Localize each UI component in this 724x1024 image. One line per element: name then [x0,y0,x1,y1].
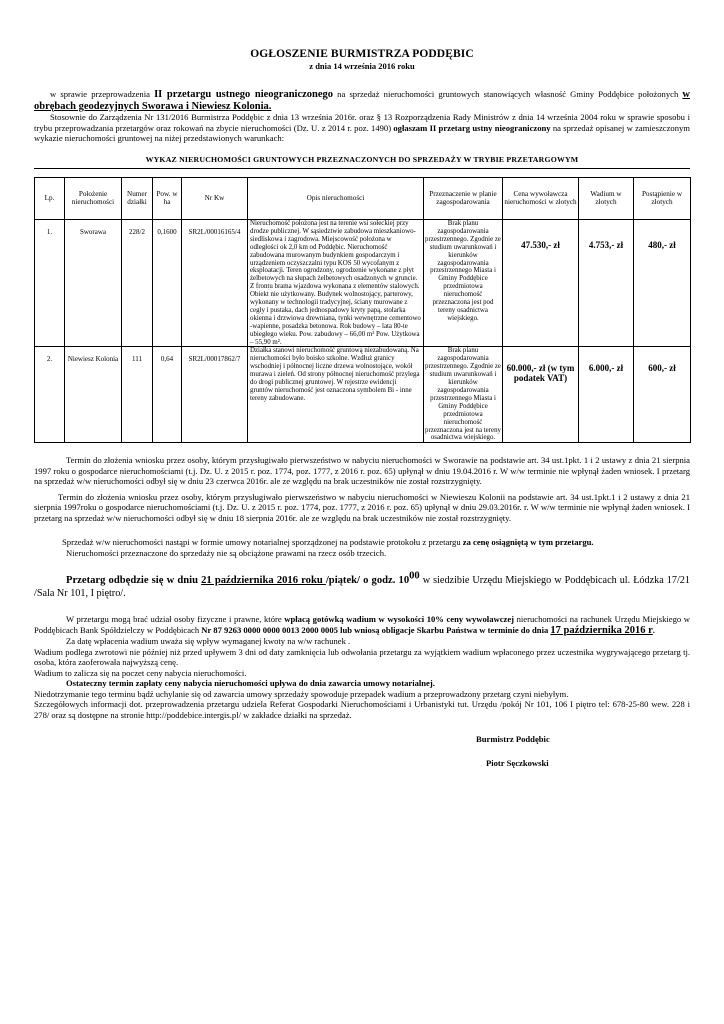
auction-time: /piątek/ o godz. 10 [325,575,410,587]
signature-role: Burmistrz Poddębic [476,734,550,745]
cell-deposit: 6.000,- zł [579,347,634,443]
intro-p1-c: na sprzedaż nieruchomości gruntowych stanowiących własność Gminy Poddębice położonych [333,89,683,99]
term1-text: Termin do złożenia wniosku przez osoby, którym przysługiwało pierwszeństwo w nabyciu nieruchomości w Sworawie na podstawie art. 34 ust.1pkt. 1 i 2 ustawy z dnia 21 sierpnia 1997 roku o gospodarce nieruchomościami (t.j. Dz. U. z 2015 r. poz. 1774, poz. 1777, z 2016 r. poz. 65) upłynął w dniu 19.04.2016 r. W w/w terminie nie wpłynął żaden wniosek. I przetarg na sprzedaż w/w nieruchomości odbył się w dniu 23 czerwca 2016r. ale ze względu na brak uczestników nie został rozstrzygnięty. [34,455,690,487]
deposit-text-c: nieruchomości na rachunek Urzędu Miejskiego w Poddębicach Bank Spółdzielczy w Poddębicach [34,614,690,635]
auction-place: w siedzibie Urzędu Miejskiego w Poddębicach ul. Łódzka 17/21 /Sala Nr 101, I piętro/. [34,575,690,599]
sale-bold: za cenę osiągniętą w tym przetargu. [462,537,594,548]
intro-p2-c: na sprzedaż opisanej w zamieszczonym wykazie nieruchomości gruntowej na niżej przedstawionych warunkach: [34,122,690,144]
column-header: Opis nieruchomości [248,177,424,219]
column-header: Numer działki [122,177,153,219]
column-header: Położenie nieruchomości [65,177,122,219]
auction-bold: Przetarg odbędzie się w dniu [66,575,202,587]
sale-text: Sprzedaż w/w nieruchomości nastąpi w formie umowy notarialnej sporządzonej na podstawie protokołu z przetargu [62,537,463,548]
cell-deposit: 4.753,- zł [579,219,634,347]
deposit-date-note-text: Za datę wpłacenia wadium uważa się wpływ wymaganej kwoty na w/w rachunek . [66,636,351,647]
intro-p2-bold: ogłaszam II przetarg ustny nieograniczony [393,122,551,133]
cell-lp: 2. [35,347,65,443]
term2-text: Termin do złożenia wniosku przez osoby, którym przysługiwało pierwszeństwo w nabyciu nieruchomości w Niewieszu Kolonii na podstawie art. 34 ust.1pkt.1 i 2 ustawy z dnia 21 sierpnia 1997roku o gospodarce nieruchomościami (t.j. Dz. U. z 2015 r. poz. 1774, poz. 1777, z 2016 r. poz. 65) upłynął w dniu 29.03.2016r. r. W w/w terminie nie wpłynął żaden wniosek. I przetarg na sprzedaż w/w nieruchomości odbył się w dniu 18 sierpnia 2016r. ale ze względu na brak uczestników nie został rozstrzygnięty. [34,491,690,523]
intro-paragraph-1 [34,89,690,112]
column-header: Pow. w ha [153,177,182,219]
cell-plan: Brak planu zagospodarowania przestrzennego. Zgodnie ze studium uwarunkowań i kierunków zagospodarowania przestrzennego Miasta i Gminy Poddębice przedmiotowa nieruchomość przeznaczona jest na tereny osadnictwa wiejskiego. [425,347,501,442]
column-header: Postąpienie w złotych [634,177,691,219]
intro-p1-bold: II przetargu ustnego nieograniczonego [154,89,334,100]
deposit-date-note [34,636,690,647]
non-compliance: Niedotrzymanie tego terminu bądź uchylanie się od zawarcia umowy sprzedaży spowoduje przepadek wadium a przeprowadzony przetarg czyni niebyłym. [34,688,569,699]
deposit-date: 17 października 2016 r [550,624,653,636]
cell-description: Nieruchomość położona jest na terenie wsi sołeckiej przy drodze publicznej. W sąsiedztwie zabudowa mieszkaniowo-siedliskowa i zagrodowa. Miejscowość położona w odległości ok 2,0 km od Poddębic. Nieruchomość zabudowana murowanym budynkiem gospodarczym i urządzeniem oczyszczalni typu KOS 50 wycofanym z eksploatacji. Teren ogrodzony, ogrodzenie wykonane z płyt żelbetowych na słupach żelbetowych osadzonych w gruncie. Z frontu brama wjazdowa wykonana z elementów stalowych. Obiekt nie użytkowany. Budynek wolnostojący, parterowy, wykonany w technologii tradycyjnej, ściany murowane z cegły i pustaka, dach jednospadowy kryty papą, stolarka okienna i drzwiowa drewniana, tynki wewnętrzne cementowo -wapienne, posadzka betonowa. Rok budowy – lata 80-te ubiegłego wieku. Pow. zabudowy – 66,00 m² Pow. Użytkowa – 55,90 m². [248,219,424,347]
cell-plan: Brak planu zagospodarowania przestrzennego. Zgodnie ze studium uwarunkowań i kierunków zagospodarowania przestrzennego Miasta i Gminy Poddębice przedmiotowa nieruchomość przeznaczona jest pod tereny osadnictwa wiejskiego. [424,219,503,347]
final-payment-text: Ostateczny termin zapłaty ceny nabycia nieruchomości upływa do dnia zawarcia umowy notarialnej. [66,678,435,689]
cell-parcel: 228/2 [122,219,153,347]
table-row [35,347,691,443]
cell-step: 480,- zł [634,219,691,347]
encumbrance-paragraph [34,548,690,559]
sale-paragraph [34,537,690,548]
intro-section [34,89,690,144]
cell-lp: 1. [35,219,65,347]
document-title: OGŁOSZENIE BURMISTRZA PODDĘBIC [250,48,474,60]
deposit-end: . [652,624,655,635]
encumbrance-text: Nieruchomości przeznaczone do sprzedaży nie są obciążone prawami na rzecz osób trzecich. [66,547,387,558]
cell-price: 60.000,- zł (w tym podatek VAT) [503,347,579,443]
signature-name: Piotr Sęczkowski [486,758,549,769]
cell-price: 47.530,- zł [503,219,579,347]
table-heading: WYKAZ NIERUCHOMOŚCI GRUNTOWYCH PRZEZNACZONYCH DO SPRZEDAŻY W TRYBIE PRZETARGOWYM [145,154,579,164]
table-header-row [35,177,691,219]
intro-p1-a: w sprawie przeprowadzenia [50,89,155,99]
cell-step: 600,- zł [634,347,691,443]
column-header: Wadium w złotych [579,177,634,219]
cell-parcel: 111 [122,347,153,443]
cell-description: Działka stanowi nieruchomość gruntową niezabudowaną. Na nieruchomości było boisko szkolne. Wzdłuż granicy wschodniej i północnej liczne drzewa wolnostojące, wokół murawa i zieleń. Od strony północnej nieruchomość przylega do drogi publicznej gruntowej. W rejestrze ewidencji gruntów nieruchomość jest oznaczona symbolem Bi - inne tereny zabudowane. [248,347,424,443]
table-row [35,219,691,347]
info-paragraph: Szczegółowych informacji dot. przeprowadzenia przetargu udziela Referat Gospodarki Nieruchomościami i Urbanistyki tut. Urzędu /pokój Nr 101, 106 I piętro tel: 678-25-80 wew. 228 i 278/ oraz są dostępne na stronie http://poddebice.intergis.pl/ w zakładce działki na sprzedaż. [34,699,690,720]
cell-kw: SR2L/00016165/4 [182,219,248,347]
document-date: z dnia 14 września 2016 roku [309,61,415,71]
cell-location: Niewiesz Kolonia [65,347,122,443]
term-paragraph-1 [34,455,690,487]
intro-paragraph-2 [34,112,690,144]
cell-area: 0,1600 [153,219,182,347]
column-header: Lp. [35,177,65,219]
final-payment [34,678,690,689]
deposit-text-a: W przetargu mogą brać udział osoby fizyczne i prawne, które [66,614,285,625]
auction-date: 21 października 2016 roku [201,575,326,587]
term-paragraph-2 [34,492,690,524]
intro-p1-location: w obrębach geodezyjnych Sworawa i Niewiesz Kolonia. [34,89,690,112]
column-header: Przeznaczenie w planie zagospodarowania [424,177,503,219]
deposit-return: Wadium podlega zwrotowi nie później niż przed upływem 3 dni od daty zamknięcia lub odwołania przetargu za wyjątkiem wadium wpłaconego przez uczestnika wygrywającego przetarg tj. osoba, która zaoferowała najwyższą cenę. [34,646,690,668]
intro-p2-a: Stosownie do Zarządzenia Nr 131/2016 Burmistrza Poddębic z dnia 13 września 2016r. oraz § 13 Rozporządzenia Rady Ministrów z dnia 14 września 2004 roku w sprawie sposobu i trybu przeprowadzania przetargów oraz rokowań na zbycie nieruchomości (Dz. U. z 2014 r. poz. 1490) [34,112,690,133]
property-table [34,177,691,443]
auction-paragraph [34,570,690,600]
column-header: Nr Kw [182,177,248,219]
cell-kw: SR2L/00017862/7 [182,347,248,443]
deposit-bold-b: wpłacą gotówką wadium w wysokości 10% ceny wywoławczej [284,614,514,625]
auction-time-sup: 00 [409,570,420,582]
table-wrapper [34,168,690,443]
deposit-bold-d: Nr 87 9263 0000 0000 0013 2000 0005 lub wniosą obligacje Skarbu Państwa w terminie do dnia [201,624,551,635]
cell-location: Sworawa [65,219,122,347]
deposit-paragraph [34,614,690,636]
column-header: Cena wywoławcza nieruchomości w złotych [503,177,579,219]
cell-area: 0,64 [153,347,182,443]
deposit-count: Wadium to zalicza się na poczet ceny nabycia nieruchomości. [34,667,247,678]
